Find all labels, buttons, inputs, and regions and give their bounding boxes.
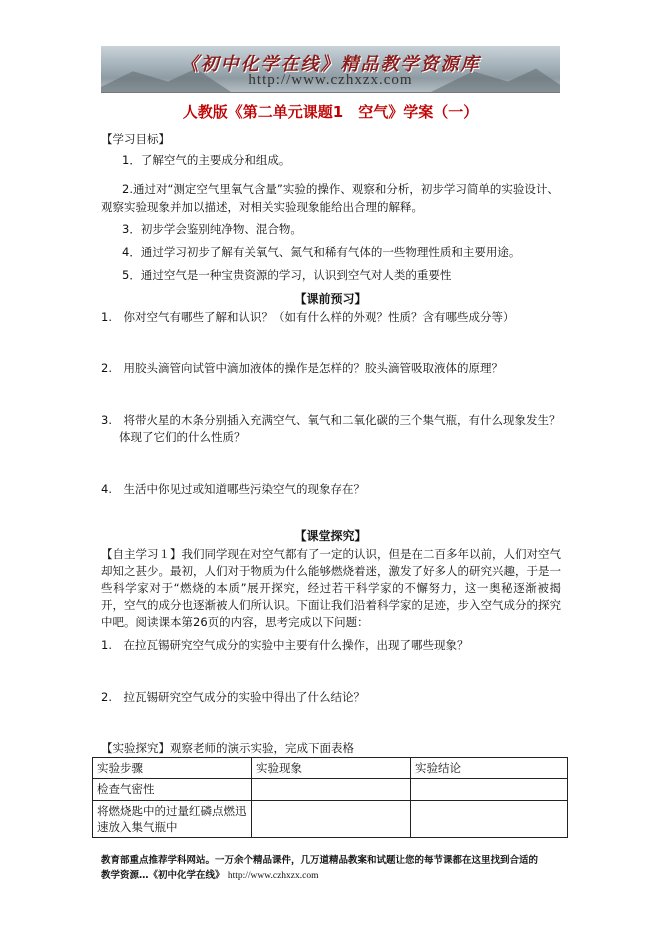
explore-question: 2. 拉瓦锡研究空气成分的实验中得出了什么结论？ bbox=[101, 690, 365, 704]
preview-question-cont: 体现了它们的什么性质？ bbox=[119, 430, 246, 444]
preview-question: 4. 生活中你见过或知道哪些污染空气的现象存在？ bbox=[101, 482, 365, 496]
objective-item: 2.通过对“测定空气里氧气含量”实验的操作、观察和分析，初步学习简单的实验设计、 bbox=[122, 182, 559, 196]
table-row bbox=[93, 779, 568, 801]
table-cell: 检查气密性 bbox=[93, 779, 252, 801]
experiment-intro: 【实验探究】观察老师的演示实验，完成下面表格 bbox=[101, 741, 354, 755]
objective-item: 3．初步学会鉴别纯净物、混合物。 bbox=[122, 222, 302, 236]
preview-heading: 【课前预习】 bbox=[294, 292, 367, 306]
footer bbox=[101, 853, 571, 884]
objective-item: 1．了解空气的主要成分和组成。 bbox=[122, 153, 291, 167]
preview-question: 1. 你对空气有哪些了解和认识？（如有什么样的外观？性质？含有哪些成分等） bbox=[101, 310, 515, 324]
table-header: 实验步骤 bbox=[93, 758, 252, 779]
table-cell[interactable] bbox=[252, 801, 411, 838]
table-header-row bbox=[93, 758, 568, 779]
preview-question: 3. 将带火星的木条分别插入充满空气、氧气和二氧化碳的三个集气瓶，有什么现象发生？ bbox=[101, 413, 561, 427]
table-cell: 将燃烧匙中的过量红磷点燃迅速放入集气瓶中 bbox=[93, 801, 252, 838]
header-banner bbox=[101, 46, 560, 93]
preview-question: 2. 用胶头滴管向试管中滴加液体的操作是怎样的？胶头滴管吸取液体的原理？ bbox=[101, 361, 503, 375]
table-row bbox=[93, 801, 568, 838]
table-header: 实验现象 bbox=[252, 758, 411, 779]
footer-text: 教学资源…《初中化学在线》 bbox=[101, 870, 225, 881]
banner-url[interactable]: http://www.czhxzx.com bbox=[248, 72, 413, 88]
explore-heading: 【课堂探究】 bbox=[294, 529, 367, 543]
page-title: 人教版《第二单元课题1 空气》学案（一） bbox=[182, 103, 479, 121]
table-cell[interactable] bbox=[252, 779, 411, 801]
footer-line-2 bbox=[101, 868, 571, 884]
footer-line: 教育部重点推荐学科网站。一万余个精品课件，几万道精品教案和试题让您的每节课都在这里找到合适的 bbox=[101, 855, 539, 866]
banner-title: 《初中化学在线》精品教学资源库 bbox=[180, 54, 481, 75]
experiment-table bbox=[92, 757, 568, 838]
self-study-paragraph: 【自主学习１】我们同学现在对空气都有了一定的认识，但是在二百多年以前，人们对空气却知之甚少。最初，人们对于物质为什么能够燃烧着迷，激发了好多人的研究兴趣，于是一些科学家对于“燃烧的本质”展开探究，经过若干科学家的不懈努力，这一奥秘逐渐被揭开，空气的成分也逐渐被人们所认识。下面让我们沿着科学家的足迹，步入空气成分的探究中吧。阅读课本第26页的内容，思考完成以下问题： bbox=[101, 547, 561, 629]
objective-item: 4．通过学习初步了解有关氧气、氮气和稀有气体的一些物理性质和主要用途。 bbox=[122, 245, 521, 259]
explore-question: 1. 在拉瓦锡研究空气成分的实验中主要有什么操作，出现了哪些现象？ bbox=[101, 638, 469, 652]
table-header: 实验结论 bbox=[411, 758, 568, 779]
table-cell[interactable] bbox=[411, 779, 568, 801]
footer-link[interactable]: http://www.czhxzx.com bbox=[227, 871, 319, 881]
objective-item: 观察实验现象并加以描述，对相关实验现象能给出合理的解释。 bbox=[101, 200, 423, 214]
objective-item: 5．通过空气是一种宝贵资源的学习，认识到空气对人类的重要性 bbox=[122, 268, 452, 282]
objectives-heading: 【学习目标】 bbox=[101, 132, 170, 146]
table-cell[interactable] bbox=[411, 801, 568, 838]
